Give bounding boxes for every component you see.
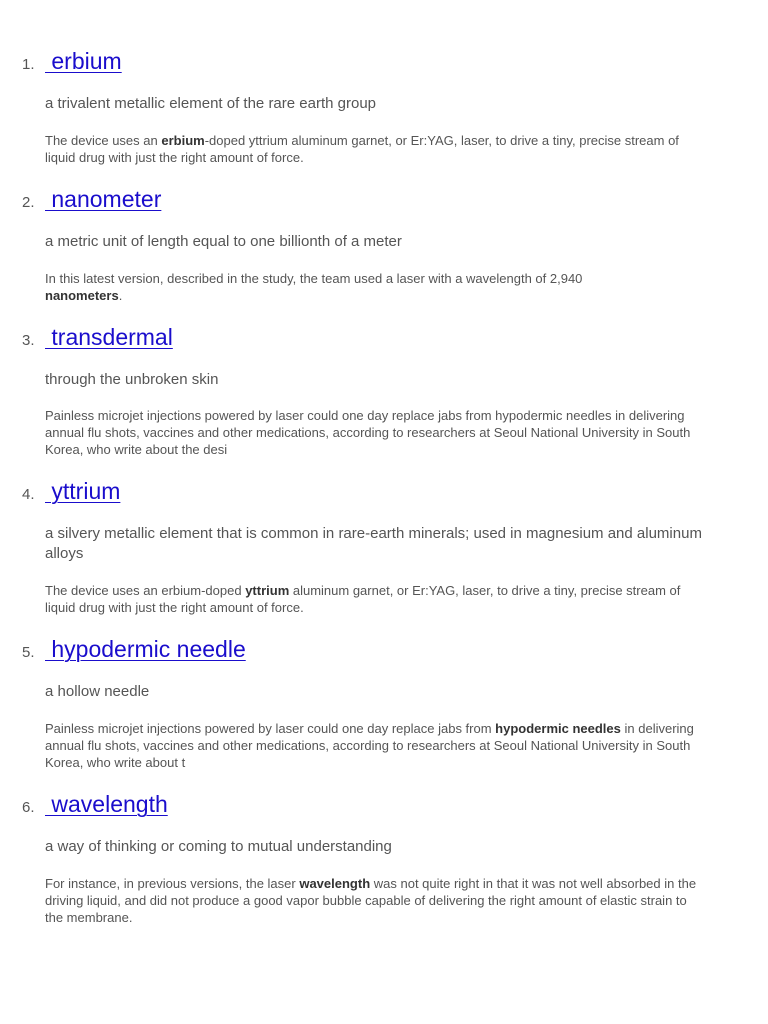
- definition: a metric unit of length equal to one billionth of a meter: [45, 233, 402, 250]
- word-link[interactable]: wavelength: [45, 791, 168, 817]
- example-sentence: [45, 270, 620, 304]
- example-keyword: yttrium: [245, 583, 290, 598]
- item-number: 3.: [22, 332, 35, 349]
- example-keyword: wavelength: [299, 876, 371, 891]
- item-number: 1.: [22, 56, 35, 73]
- item-number: 2.: [22, 194, 35, 211]
- example-text: For instance, in previous versions, the laser: [45, 876, 300, 891]
- example-text: in delivering annual flu shots, vaccines and other medications, according to researchers at Seoul National University in South Korea, who write about t: [45, 721, 694, 770]
- example-sentence: [45, 875, 705, 926]
- item-number: 5.: [22, 644, 35, 661]
- example-text: .: [118, 288, 123, 303]
- example-text: The device uses an erbium-doped: [45, 583, 246, 598]
- definition: through the unbroken skin: [45, 371, 219, 388]
- example-text: In this latest version, described in the study, the team used a laser with a wavelength of 2,940: [45, 271, 583, 286]
- word-link[interactable]: transdermal: [45, 324, 173, 350]
- item-number: 6.: [22, 799, 35, 816]
- definition: a way of thinking or coming to mutual understanding: [45, 838, 392, 855]
- item-number: 4.: [22, 486, 35, 503]
- word-link[interactable]: hypodermic needle: [45, 636, 246, 662]
- example-keyword: nanometers: [45, 288, 119, 303]
- definition: a trivalent metallic element of the rare earth group: [45, 95, 377, 112]
- word-link[interactable]: yttrium: [45, 478, 121, 504]
- example-keyword: erbium: [161, 133, 205, 148]
- definition: a silvery metallic element that is common in rare-earth minerals; used in magnesium and aluminum alloys: [45, 525, 702, 562]
- word-link[interactable]: erbium: [45, 48, 122, 74]
- example-text: -doped yttrium aluminum garnet, or Er:YAG, laser, to drive a tiny, precise stream of liquid drug with just the right amount of force.: [45, 133, 679, 165]
- definition: a hollow needle: [45, 683, 150, 700]
- example-sentence: [45, 407, 705, 458]
- example-sentence: [45, 720, 705, 771]
- example-sentence: [45, 582, 705, 616]
- example-keyword: hypodermic needles: [495, 721, 621, 736]
- example-text: aluminum garnet, or Er:YAG, laser, to drive a tiny, precise stream of liquid drug with just the right amount of force.: [45, 583, 681, 615]
- example-text: Painless microjet injections powered by laser could one day replace jabs from: [45, 721, 496, 736]
- word-link[interactable]: nanometer: [45, 186, 162, 212]
- example-sentence: [45, 132, 705, 166]
- example-text: was not quite right in that it was not well absorbed in the driving liquid, and did not produce a good vapor bubble capable of delivering the right amount of elastic strain to the membrane.: [45, 876, 697, 925]
- example-text: The device uses an: [45, 133, 162, 148]
- example-text: Painless microjet injections powered by laser could one day replace jabs from hypodermic needles in delivering annual flu shots, vaccines and other medications, according to researchers at Seoul National University in South Korea, who write about the desi: [45, 408, 691, 457]
